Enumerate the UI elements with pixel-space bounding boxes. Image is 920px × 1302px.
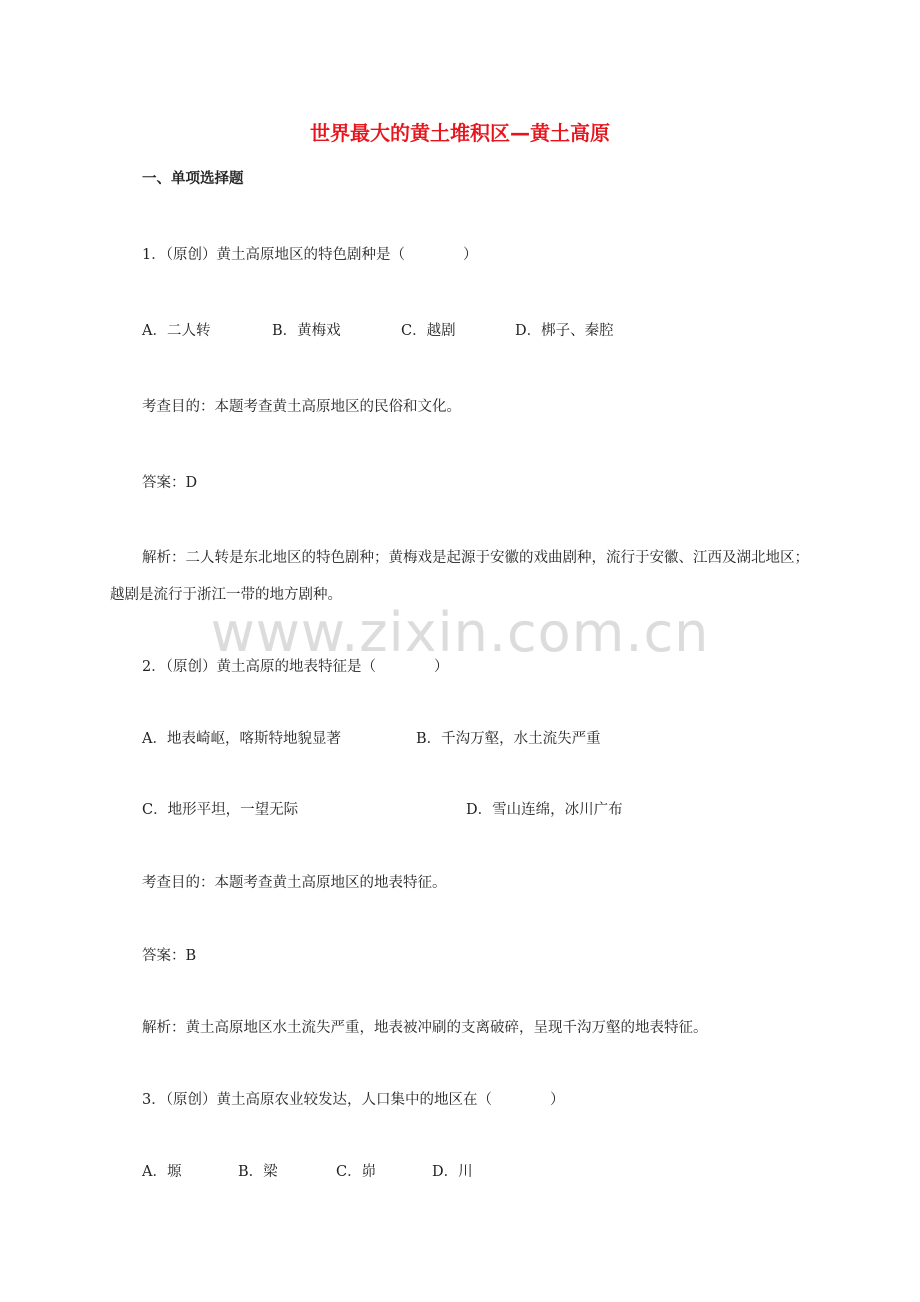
question-3-option-d: D．川 (432, 1164, 473, 1180)
question-1-answer: 答案：D (142, 475, 198, 491)
question-1-purpose: 考查目的：本题考查黄土高原地区的民俗和文化。 (142, 399, 461, 415)
question-1-option-c: C．越剧 (401, 323, 456, 339)
question-2-option-d: D．雪山连绵，冰川广布 (466, 802, 623, 818)
question-2-option-b: B．千沟万壑，水土流失严重 (416, 731, 601, 747)
question-1-option-b: B．黄梅戏 (272, 323, 341, 339)
question-2-analysis: 解析：黄土高原地区水土流失严重，地表被冲刷的支离破碎，呈现千沟万壑的地表特征。 (142, 1020, 708, 1036)
section-heading: 一、单项选择题 (142, 171, 244, 187)
question-3-option-a: A．塬 (142, 1164, 182, 1180)
question-1-option-a: A．二人转 (142, 323, 211, 339)
question-2-stem: 2．（原创）黄土高原的地表特征是（ ） (142, 659, 449, 675)
question-3-stem: 3．（原创）黄土高原农业较发达，人口集中的地区在（ ） (142, 1092, 565, 1108)
question-2-option-c: C．地形平坦，一望无际 (142, 802, 299, 818)
question-1-analysis: 解析：二人转是东北地区的特色剧种；黄梅戏是起源于安徽的戏曲剧种，流行于安徽、江西及湖北地区；越剧是流行于浙江一带的地方剧种。 (110, 550, 809, 603)
question-3-option-c: C．峁 (336, 1164, 377, 1180)
question-2-purpose: 考查目的：本题考查黄土高原地区的地表特征。 (142, 875, 447, 891)
question-2-option-a: A．地表崎岖，喀斯特地貌显著 (142, 731, 341, 747)
page-title: 世界最大的黄土堆积区—黄土高原 (310, 121, 610, 145)
watermark: www.zixin.com.cn (210, 601, 710, 664)
question-1-stem: 1．（原创）黄土高原地区的特色剧种是（ ） (142, 247, 478, 263)
question-1-option-d: D．梆子、秦腔 (515, 323, 614, 339)
question-2-answer: 答案：B (142, 948, 197, 964)
question-3-option-b: B．梁 (238, 1164, 278, 1180)
